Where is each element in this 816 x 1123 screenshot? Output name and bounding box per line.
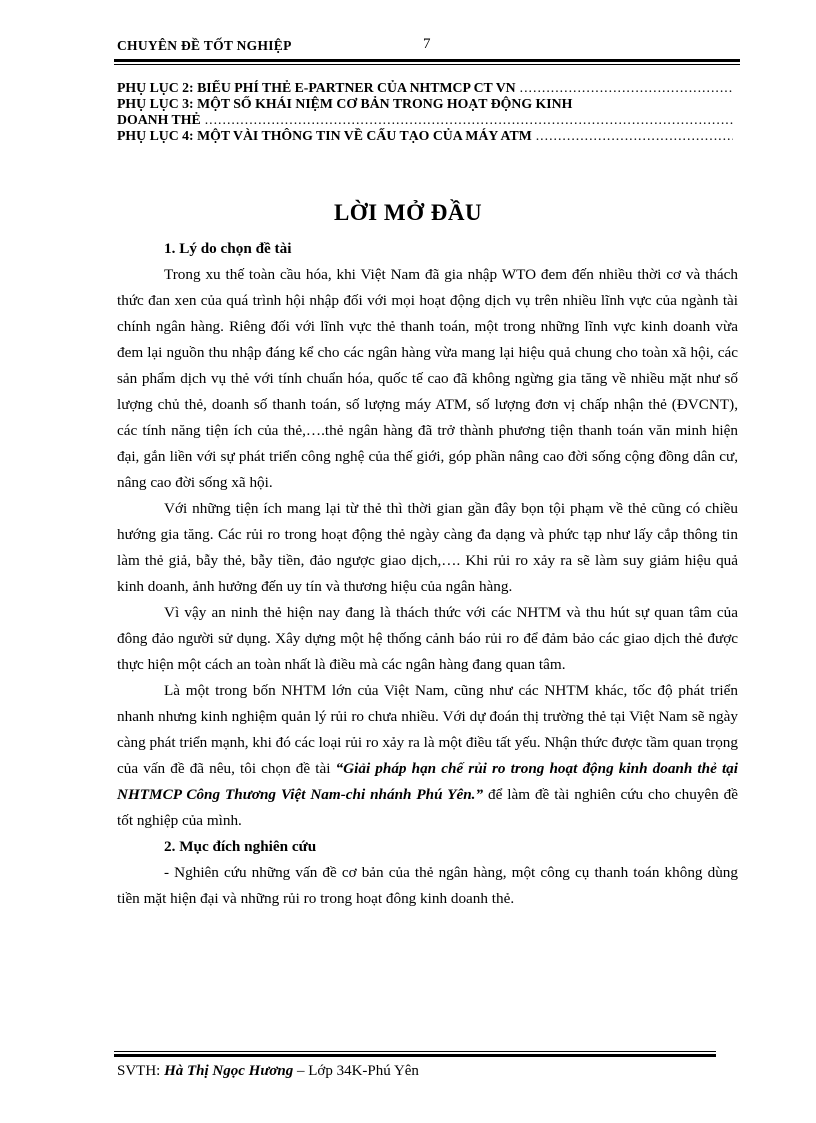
toc-item[interactable] (117, 80, 733, 96)
footer-rule-thick (114, 1054, 716, 1057)
toc-leader (520, 80, 733, 96)
thesis-topic: “Giải pháp hạn chế rủi ro trong hoạt động kinh doanh thẻ tại NHTMCP Công Thương Việt Nam-chi nhánh Phú Yên.” (117, 760, 738, 803)
page-header (117, 36, 717, 56)
page-footer (117, 1063, 419, 1080)
footer-prefix: SVTH: (117, 1063, 161, 1079)
section-heading: 1. Lý do chọn đề tài (164, 240, 292, 257)
section-heading: 2. Mục đích nghiên cứu (164, 838, 317, 855)
toc-item-label: DOANH THẺ (117, 112, 201, 127)
page-number: 7 (423, 36, 431, 52)
toc-leader (205, 112, 733, 128)
document-body (117, 236, 738, 912)
header-rule-thin (114, 64, 740, 65)
paragraph: Vì vậy an ninh thẻ hiện nay đang là thách thức với các NHTM và thu hút sự quan tâm của đông đảo người sử dụng. Xây dựng một hệ thống cảnh báo rủi ro để đảm bảo các giao dịch thẻ được thực hiện một cách an toàn nhất là điều mà các ngân hàng đang quan tâm. (117, 604, 738, 673)
paragraph-text: để làm đề tài nghiên cứu cho chuyên đề tốt nghiệp của mình. (117, 786, 739, 829)
toc-item-label: PHỤ LỤC 4: MỘT VÀI THÔNG TIN VỀ CẤU TẠO CỦA MÁY ATM (117, 128, 532, 143)
toc-item-label: PHỤ LỤC 3: MỘT SỐ KHÁI NIỆM CƠ BẢN TRONG HOẠT ĐỘNG KINH (117, 96, 573, 111)
toc-item[interactable] (117, 128, 733, 144)
toc-item[interactable] (117, 96, 733, 112)
toc-leader (536, 128, 733, 144)
paragraph: Trong xu thế toàn cầu hóa, khi Việt Nam đã gia nhập WTO đem đến nhiều thời cơ và thách thức đan xen của quá trình hội nhập đối với mọi hoạt động dịch vụ trên nhiều lĩnh vực của ngành tài chính ngân hàng. Riêng đối với lĩnh vực thẻ thanh toán, một trong những lĩnh vực kinh doanh vừa đem lại nguồn thu nhập đáng kể cho các ngân hàng vừa mang lại hiệu quả chung cho toàn xã hội, các sản phẩm dịch vụ thẻ với tính chuẩn hóa, quốc tế cao đã không ngừng gia tăng về nhiều mặt như số lượng chủ thẻ, doanh số thanh toán, số lượng máy ATM, số lượng đơn vị chấp nhận thẻ (ĐVCNT), các tính năng tiện ích của thẻ,….thẻ ngân hàng đã trở thành phương tiện thanh toán văn minh hiện đại, gắn liền với sự phát triển công nghệ của thế giới, góp phần nâng cao đời sống cộng đồng dân cư, nâng cao đời sống xã hội. (117, 266, 738, 491)
author-name: Hà Thị Ngọc Hương (164, 1063, 294, 1079)
footer-class: – Lớp 34K-Phú Yên (296, 1063, 419, 1079)
header-title: CHUYÊN ĐỀ TỐT NGHIỆP (117, 38, 292, 53)
footer-rule-thin (114, 1051, 716, 1052)
page-title: LỜI MỞ ĐẦU (333, 200, 483, 225)
paragraph-text: Là một trong bốn NHTM lớn của Việt Nam, cũng như các NHTM khác, tốc độ phát triển nhanh nhưng kinh nghiệm quản lý rủi ro chưa nhiều. Với dự đoán thị trường thẻ tại Việt Nam sẽ ngày càng phát triển mạnh, khi đó các loại rủi ro xảy ra là một điều tất yếu. Nhận thức được tầm quan trọng của vấn đề đã nêu, tôi chọn đề tài (117, 682, 738, 777)
paragraph: Với những tiện ích mang lại từ thẻ thì thời gian gần đây bọn tội phạm về thẻ cũng có chiều hướng gia tăng. Các rủi ro trong hoạt động thẻ ngày càng đa dạng và phức tạp như lấy cắp thông tin làm thẻ giả, bẫy thẻ, bẫy tiền, đảo ngược giao dịch,…. Khi rủi ro xảy ra sẽ làm suy giảm hiệu quả kinh doanh, ảnh hưởng đến uy tín và thương hiệu của ngân hàng. (117, 500, 738, 595)
paragraph: - Nghiên cứu những vấn đề cơ bản của thẻ ngân hàng, một công cụ thanh toán không dùng tiền mặt hiện đại và những rủi ro trong hoạt đông kinh doanh thẻ. (117, 864, 738, 907)
toc-list (117, 80, 733, 144)
toc-item-label: PHỤ LỤC 2: BIỂU PHÍ THẺ E-PARTNER CỦA NHTMCP CT VN (117, 80, 516, 95)
header-rule-thick (114, 59, 740, 62)
toc-item[interactable] (117, 112, 733, 128)
paragraph (117, 678, 738, 834)
